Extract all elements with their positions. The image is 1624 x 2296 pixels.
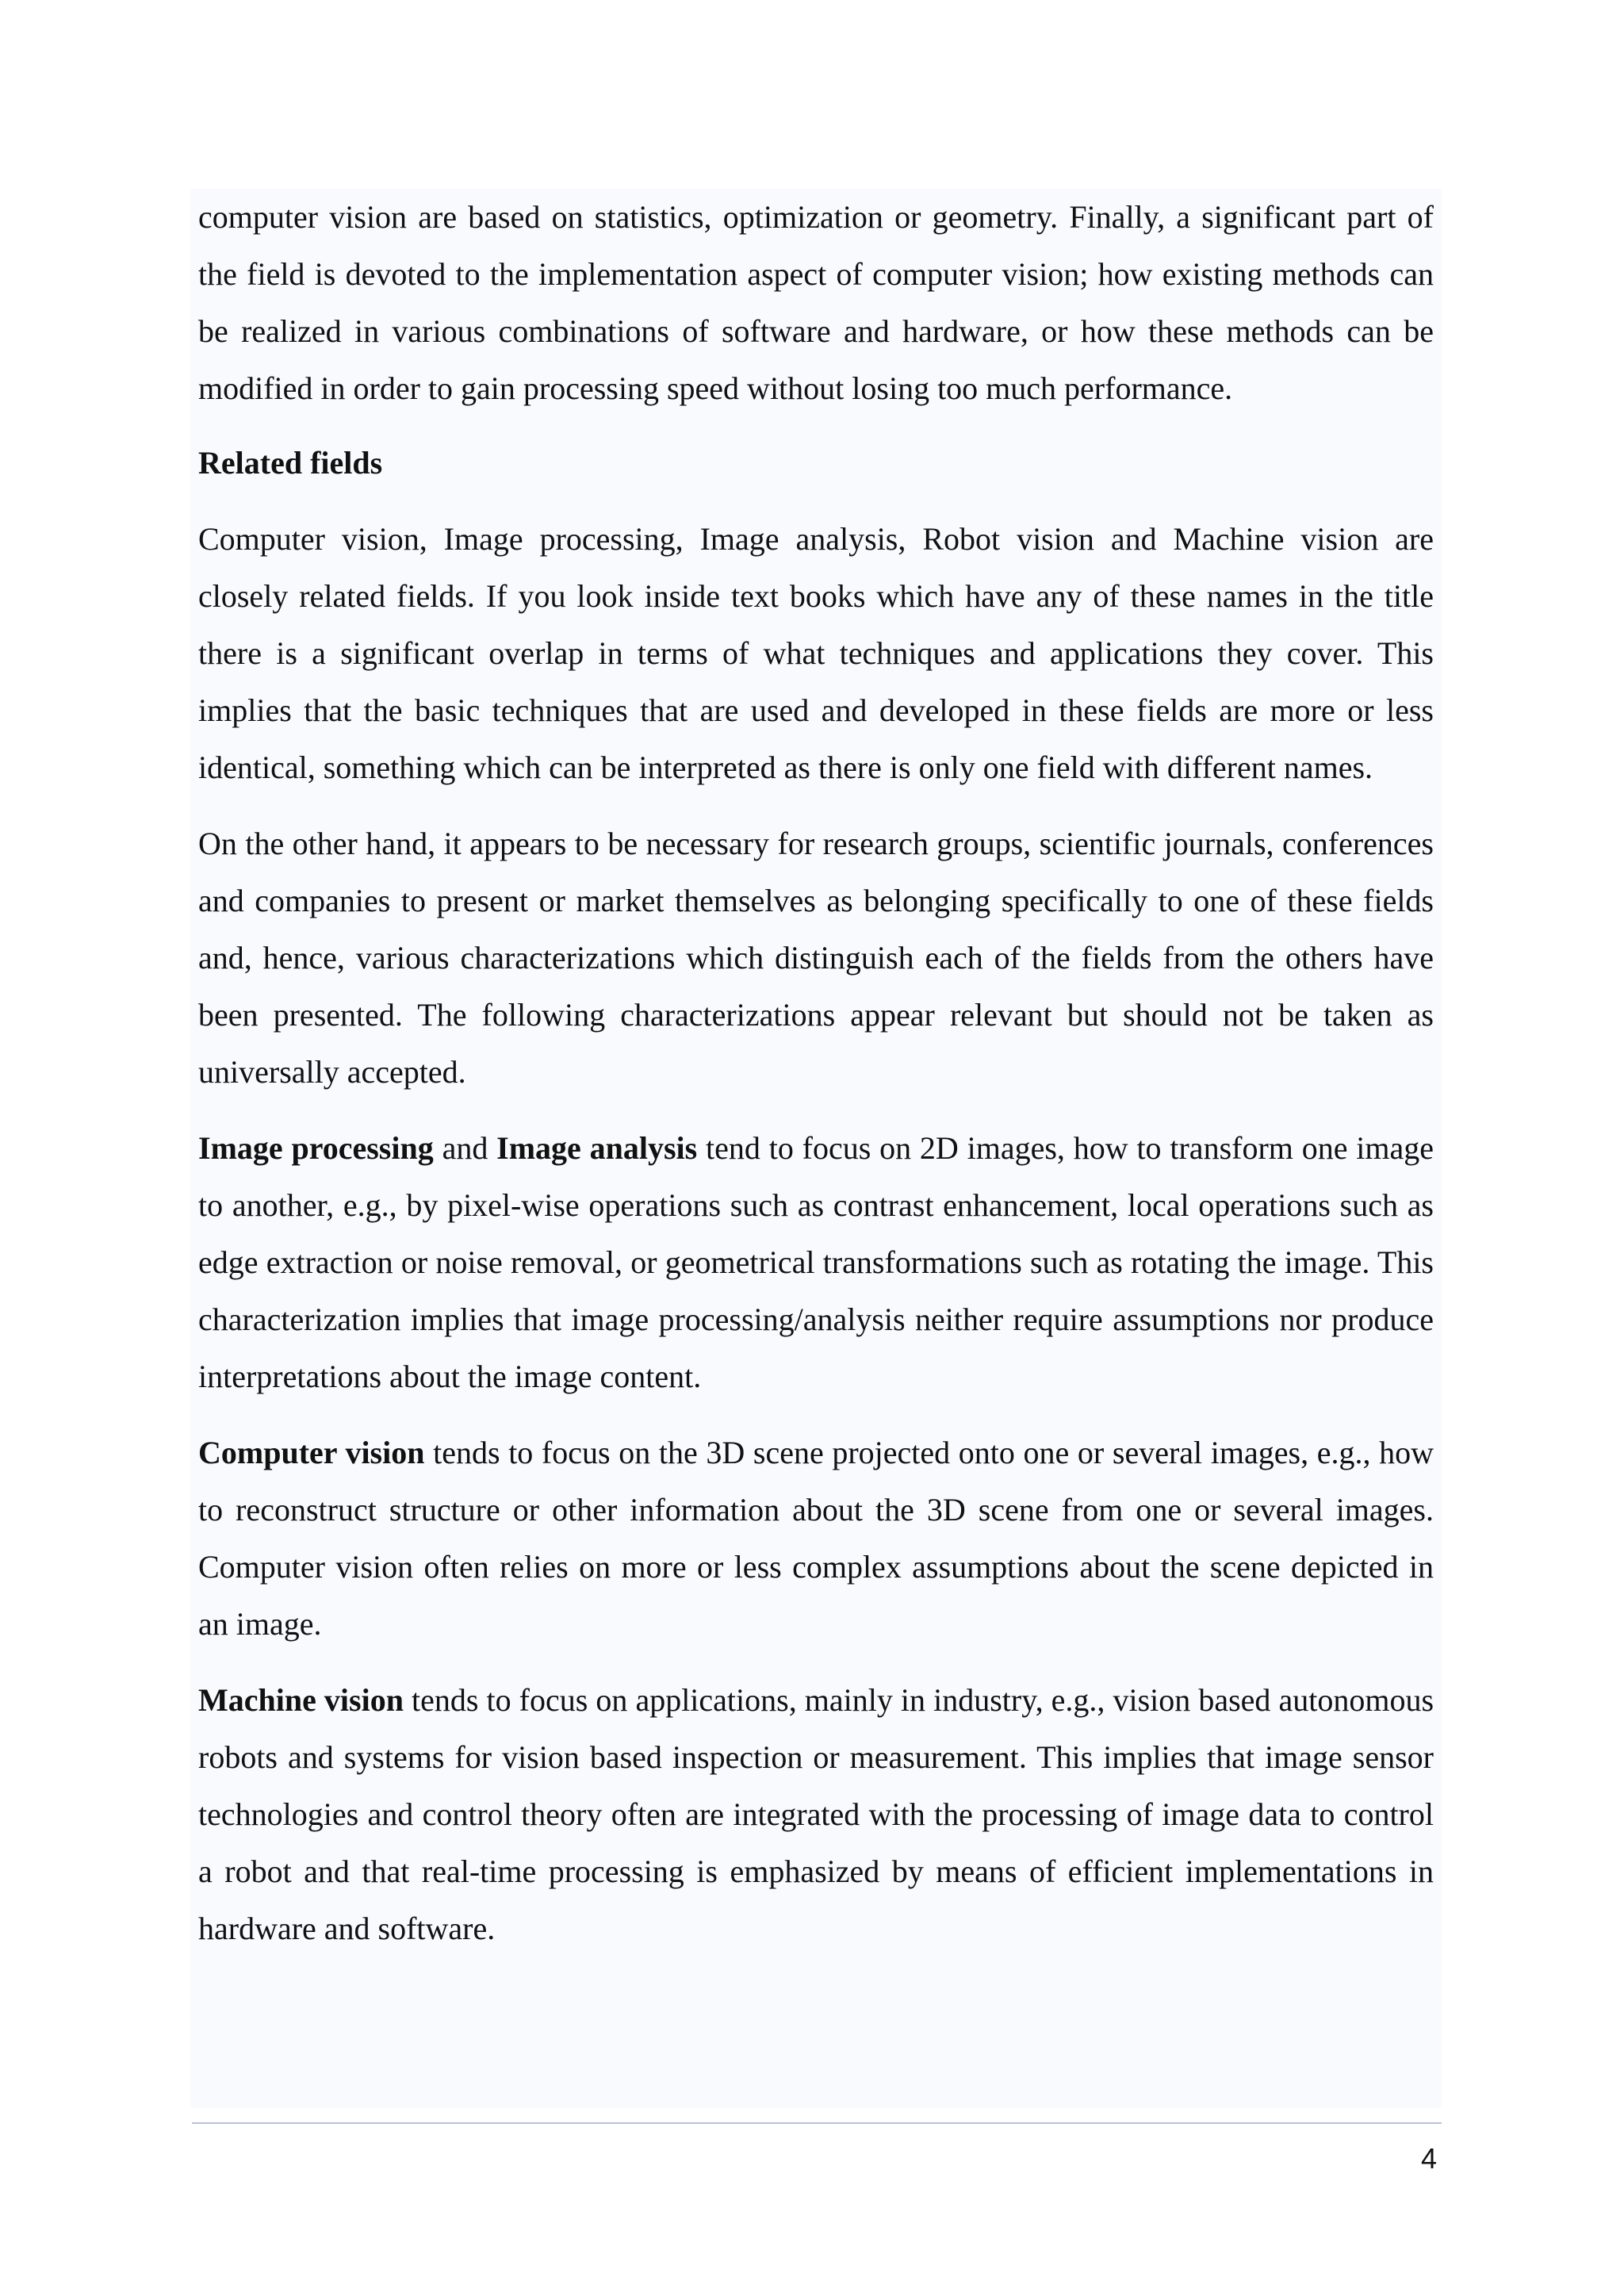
computer-vision-term: Computer vision — [198, 1435, 425, 1470]
page-number: 4 — [1420, 2142, 1437, 2175]
computer-vision-text: tends to focus on the 3D scene projected onto one or several images, e.g., how to reconstruct structure or other information about the 3D scene from one or several images. Computer vision often relies on more or less complex assumptions about the scene depicted in an image. — [198, 1435, 1434, 1642]
image-processing-term: Image processing — [198, 1130, 434, 1166]
image-processing-connector: and — [433, 1130, 497, 1166]
intro-paragraph: computer vision are based on statistics, optimization or geometry. Finally, a significant part of the field is devoted to the implementation aspect of computer vision; how existing methods can be realized in various combinations of software and hardware, or how these methods can be modified in order to gain processing speed without losing too much performance. — [198, 199, 1434, 406]
image-processing-paragraph — [198, 1120, 1434, 1405]
machine-vision-text: tends to focus on applications, mainly in industry, e.g., vision based autonomous robots and systems for vision based inspection or measurement. This implies that image sensor technologies and control theory often are integrated with the processing of image data to control a robot and that real-time processing is emphasized by means of efficient implementations in hardware and software. — [198, 1682, 1434, 1946]
page-content-area — [190, 189, 1442, 2108]
machine-vision-term: Machine vision — [198, 1682, 404, 1718]
machine-vision-paragraph — [198, 1672, 1434, 1957]
related-fields-paragraph-1: Computer vision, Image processing, Image analysis, Robot vision and Machine vision are closely related fields. If you look inside text books which have any of these names in the title there is a significant overlap in terms of what techniques and applications they cover. This implies that the basic techniques that are used and developed in these fields are more or less identical, something which can be interpreted as there is only one field with different names. — [198, 521, 1434, 785]
related-fields-paragraph-2: On the other hand, it appears to be necessary for research groups, scientific journals, conferences and companies to present or market themselves as belonging specifically to one of these fields and, hence, various characterizations which distinguish each of the fields from the others have been presented. The following characterizations appear relevant but should not be taken as universally accepted. — [198, 826, 1434, 1090]
section-heading-related-fields: Related fields — [198, 445, 383, 481]
image-processing-text: tend to focus on 2D images, how to transform one image to another, e.g., by pixel-wise operations such as contrast enhancement, local operations such as edge extraction or noise removal, or geometrical transformations such as rotating the image. This characterization implies that image processing/analysis neither require assumptions nor produce interpretations about the image content. — [198, 1130, 1434, 1394]
text-column — [198, 189, 1434, 1957]
footer-divider — [192, 2122, 1442, 2124]
image-analysis-term: Image analysis — [496, 1130, 698, 1166]
computer-vision-paragraph — [198, 1424, 1434, 1653]
